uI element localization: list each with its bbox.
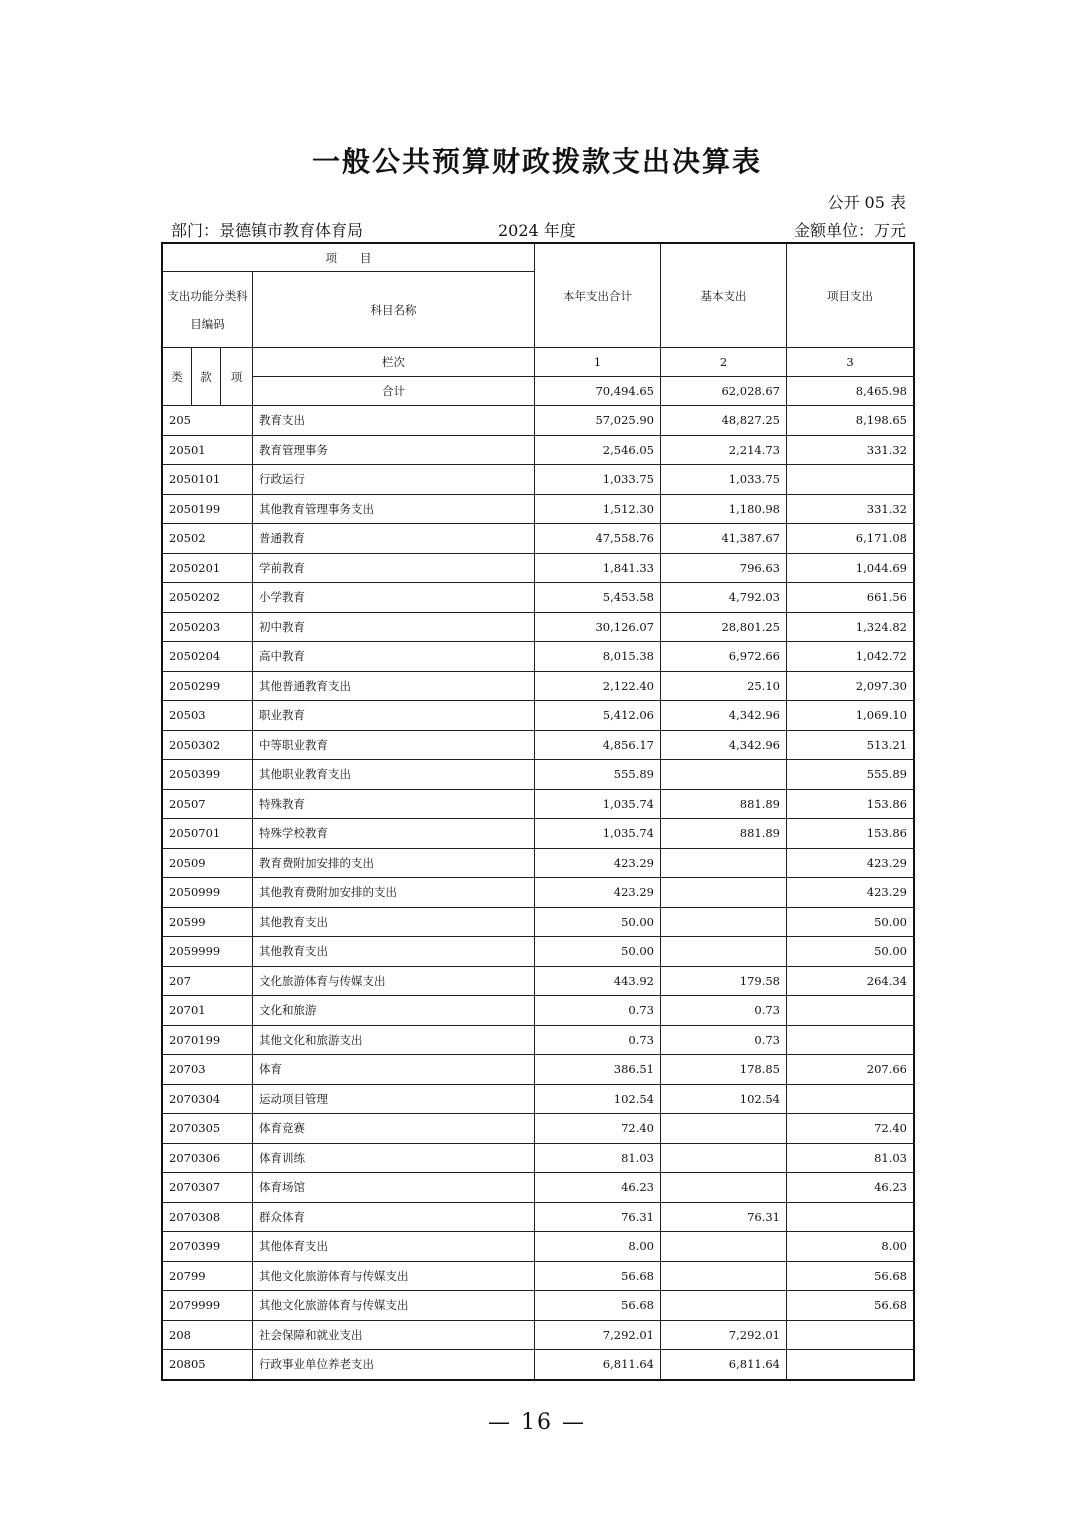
header-func-code: 支出功能分类科目编码 <box>163 272 253 348</box>
row-basic <box>661 760 787 790</box>
row-basic: 4,792.03 <box>661 583 787 613</box>
table-row <box>163 406 914 436</box>
table-row <box>163 937 914 967</box>
table-row <box>163 819 914 849</box>
row-code: 20799 <box>163 1261 253 1291</box>
row-code: 2070304 <box>163 1084 253 1114</box>
header-cat-lei: 类 <box>163 348 192 406</box>
row-basic: 6,811.64 <box>661 1350 787 1380</box>
department-label: 部门：景德镇市教育体育局 <box>171 221 364 240</box>
row-total: 102.54 <box>535 1084 661 1114</box>
row-project: 423.29 <box>787 848 914 878</box>
row-total: 2,122.40 <box>535 671 661 701</box>
row-basic: 178.85 <box>661 1055 787 1085</box>
row-total: 423.29 <box>535 848 661 878</box>
row-subject-name: 初中教育 <box>253 612 535 642</box>
table-row <box>163 1143 914 1173</box>
row-project: 423.29 <box>787 878 914 908</box>
document-title: 一般公共预算财政拨款支出决算表 <box>311 145 762 178</box>
row-code: 2070308 <box>163 1202 253 1232</box>
row-total: 50.00 <box>535 937 661 967</box>
total-row-project: 8,465.98 <box>787 377 914 406</box>
row-total: 2,546.05 <box>535 435 661 465</box>
row-project: 56.68 <box>787 1261 914 1291</box>
header-cat-xiang: 项 <box>221 348 253 406</box>
row-basic <box>661 1291 787 1321</box>
header-item: 项 目 <box>163 244 535 272</box>
header-subject-name: 科目名称 <box>253 272 535 348</box>
row-subject-name: 文化旅游体育与传媒支出 <box>253 966 535 996</box>
row-project <box>787 996 914 1026</box>
row-subject-name: 其他教育支出 <box>253 907 535 937</box>
row-basic: 6,972.66 <box>661 642 787 672</box>
row-basic: 0.73 <box>661 1025 787 1055</box>
row-subject-name: 其他普通教育支出 <box>253 671 535 701</box>
row-subject-name: 行政运行 <box>253 465 535 495</box>
row-code: 2050399 <box>163 760 253 790</box>
row-code: 2059999 <box>163 937 253 967</box>
row-project <box>787 1084 914 1114</box>
table-row <box>163 1261 914 1291</box>
row-code: 2050204 <box>163 642 253 672</box>
row-basic <box>661 1114 787 1144</box>
row-project: 1,042.72 <box>787 642 914 672</box>
row-code: 208 <box>163 1320 253 1350</box>
header-col3: 3 <box>787 348 914 377</box>
header-project: 项目支出 <box>787 244 914 348</box>
row-basic: 28,801.25 <box>661 612 787 642</box>
row-subject-name: 教育管理事务 <box>253 435 535 465</box>
row-basic: 48,827.25 <box>661 406 787 436</box>
row-subject-name: 运动项目管理 <box>253 1084 535 1114</box>
row-subject-name: 小学教育 <box>253 583 535 613</box>
row-project: 331.32 <box>787 494 914 524</box>
page-number: — 16 — <box>488 1410 586 1435</box>
table-row <box>163 583 914 613</box>
table-row <box>163 465 914 495</box>
row-project: 264.34 <box>787 966 914 996</box>
row-code: 20501 <box>163 435 253 465</box>
row-total: 6,811.64 <box>535 1350 661 1380</box>
row-project <box>787 1350 914 1380</box>
row-project: 46.23 <box>787 1173 914 1203</box>
table-row <box>163 1202 914 1232</box>
table-row <box>163 435 914 465</box>
row-code: 2079999 <box>163 1291 253 1321</box>
table-row <box>163 524 914 554</box>
table-row <box>163 1025 914 1055</box>
row-total: 30,126.07 <box>535 612 661 642</box>
table-row <box>163 1084 914 1114</box>
row-subject-name: 职业教育 <box>253 701 535 731</box>
row-code: 2050201 <box>163 553 253 583</box>
table-row <box>163 671 914 701</box>
row-basic: 25.10 <box>661 671 787 701</box>
row-subject-name: 行政事业单位养老支出 <box>253 1350 535 1380</box>
row-basic <box>661 1261 787 1291</box>
row-code: 2050203 <box>163 612 253 642</box>
row-basic <box>661 1143 787 1173</box>
row-total: 386.51 <box>535 1055 661 1085</box>
row-project: 2,097.30 <box>787 671 914 701</box>
header-cat-kuan: 款 <box>192 348 221 406</box>
row-basic <box>661 848 787 878</box>
table-row <box>163 1320 914 1350</box>
row-basic <box>661 1232 787 1262</box>
row-total: 1,841.33 <box>535 553 661 583</box>
row-total: 4,856.17 <box>535 730 661 760</box>
row-total: 47,558.76 <box>535 524 661 554</box>
table-row <box>163 494 914 524</box>
row-total: 443.92 <box>535 966 661 996</box>
row-total: 56.68 <box>535 1261 661 1291</box>
row-project <box>787 1320 914 1350</box>
row-code: 2070305 <box>163 1114 253 1144</box>
table-row <box>163 878 914 908</box>
row-total: 8,015.38 <box>535 642 661 672</box>
row-code: 20703 <box>163 1055 253 1085</box>
row-subject-name: 其他职业教育支出 <box>253 760 535 790</box>
row-subject-name: 普通教育 <box>253 524 535 554</box>
table-row <box>163 1350 914 1380</box>
row-basic: 1,180.98 <box>661 494 787 524</box>
row-basic: 179.58 <box>661 966 787 996</box>
table-row <box>163 1173 914 1203</box>
row-total: 50.00 <box>535 907 661 937</box>
row-project: 513.21 <box>787 730 914 760</box>
row-code: 2070306 <box>163 1143 253 1173</box>
row-project: 56.68 <box>787 1291 914 1321</box>
row-basic <box>661 907 787 937</box>
row-code: 20701 <box>163 996 253 1026</box>
row-project: 81.03 <box>787 1143 914 1173</box>
row-total: 56.68 <box>535 1291 661 1321</box>
row-total: 72.40 <box>535 1114 661 1144</box>
table-row <box>163 612 914 642</box>
table-row <box>163 1055 914 1085</box>
fiscal-year: 2024 年度 <box>498 221 576 240</box>
row-subject-name: 学前教育 <box>253 553 535 583</box>
row-subject-name: 高中教育 <box>253 642 535 672</box>
row-project: 1,069.10 <box>787 701 914 731</box>
row-project: 153.86 <box>787 819 914 849</box>
header-basic: 基本支出 <box>661 244 787 348</box>
row-basic: 4,342.96 <box>661 730 787 760</box>
row-subject-name: 体育竞赛 <box>253 1114 535 1144</box>
table-row <box>163 701 914 731</box>
row-subject-name: 体育场馆 <box>253 1173 535 1203</box>
row-total: 7,292.01 <box>535 1320 661 1350</box>
row-subject-name: 特殊学校教育 <box>253 819 535 849</box>
row-project: 661.56 <box>787 583 914 613</box>
row-total: 57,025.90 <box>535 406 661 436</box>
row-project: 8.00 <box>787 1232 914 1262</box>
row-basic: 41,387.67 <box>661 524 787 554</box>
table-row <box>163 642 914 672</box>
table-row <box>163 1114 914 1144</box>
row-basic: 7,292.01 <box>661 1320 787 1350</box>
row-total: 1,033.75 <box>535 465 661 495</box>
row-code: 2070307 <box>163 1173 253 1203</box>
row-subject-name: 中等职业教育 <box>253 730 535 760</box>
row-subject-name: 群众体育 <box>253 1202 535 1232</box>
row-subject-name: 其他文化和旅游支出 <box>253 1025 535 1055</box>
row-code: 2050101 <box>163 465 253 495</box>
row-total: 76.31 <box>535 1202 661 1232</box>
row-code: 2070399 <box>163 1232 253 1262</box>
table-row <box>163 730 914 760</box>
row-total: 555.89 <box>535 760 661 790</box>
table-row <box>163 966 914 996</box>
row-subject-name: 体育训练 <box>253 1143 535 1173</box>
row-total: 8.00 <box>535 1232 661 1262</box>
row-code: 205 <box>163 406 253 436</box>
row-subject-name: 特殊教育 <box>253 789 535 819</box>
row-basic: 796.63 <box>661 553 787 583</box>
row-basic: 2,214.73 <box>661 435 787 465</box>
row-subject-name: 其他体育支出 <box>253 1232 535 1262</box>
row-project: 6,171.08 <box>787 524 914 554</box>
table-row <box>163 1232 914 1262</box>
row-code: 2070199 <box>163 1025 253 1055</box>
row-project: 331.32 <box>787 435 914 465</box>
table-row <box>163 553 914 583</box>
row-total: 5,453.58 <box>535 583 661 613</box>
row-code: 20507 <box>163 789 253 819</box>
row-subject-name: 社会保障和就业支出 <box>253 1320 535 1350</box>
row-basic: 1,033.75 <box>661 465 787 495</box>
row-project: 8,198.65 <box>787 406 914 436</box>
row-subject-name: 其他文化旅游体育与传媒支出 <box>253 1261 535 1291</box>
row-subject-name: 教育费附加安排的支出 <box>253 848 535 878</box>
row-total: 5,412.06 <box>535 701 661 731</box>
row-basic: 881.89 <box>661 819 787 849</box>
row-code: 20502 <box>163 524 253 554</box>
row-subject-name: 其他教育管理事务支出 <box>253 494 535 524</box>
row-project: 153.86 <box>787 789 914 819</box>
row-total: 423.29 <box>535 878 661 908</box>
total-row-total: 70,494.65 <box>535 377 661 406</box>
header-col2: 2 <box>661 348 787 377</box>
row-basic <box>661 1173 787 1203</box>
budget-table <box>162 243 914 1380</box>
row-total: 81.03 <box>535 1143 661 1173</box>
row-code: 20503 <box>163 701 253 731</box>
row-project: 555.89 <box>787 760 914 790</box>
row-code: 20599 <box>163 907 253 937</box>
row-basic: 0.73 <box>661 996 787 1026</box>
row-code: 20509 <box>163 848 253 878</box>
row-total: 0.73 <box>535 1025 661 1055</box>
total-row-label: 合计 <box>253 377 535 406</box>
row-code: 2050199 <box>163 494 253 524</box>
row-basic <box>661 878 787 908</box>
row-code: 2050701 <box>163 819 253 849</box>
table-row <box>163 789 914 819</box>
total-row-basic: 62,028.67 <box>661 377 787 406</box>
row-subject-name: 其他文化旅游体育与传媒支出 <box>253 1291 535 1321</box>
row-project: 1,044.69 <box>787 553 914 583</box>
form-code: 公开 05 表 <box>827 193 906 212</box>
row-basic: 881.89 <box>661 789 787 819</box>
row-code: 2050299 <box>163 671 253 701</box>
header-total: 本年支出合计 <box>535 244 661 348</box>
row-project: 50.00 <box>787 907 914 937</box>
row-code: 207 <box>163 966 253 996</box>
table-row <box>163 996 914 1026</box>
row-basic: 102.54 <box>661 1084 787 1114</box>
table-row <box>163 907 914 937</box>
row-subject-name: 体育 <box>253 1055 535 1085</box>
row-code: 2050202 <box>163 583 253 613</box>
row-code: 2050999 <box>163 878 253 908</box>
row-project: 207.66 <box>787 1055 914 1085</box>
row-project: 50.00 <box>787 937 914 967</box>
table-row <box>163 760 914 790</box>
row-total: 1,035.74 <box>535 789 661 819</box>
row-project <box>787 465 914 495</box>
header-column-no: 栏次 <box>253 348 535 377</box>
row-basic: 4,342.96 <box>661 701 787 731</box>
row-subject-name: 其他教育费附加安排的支出 <box>253 878 535 908</box>
row-code: 2050302 <box>163 730 253 760</box>
row-basic: 76.31 <box>661 1202 787 1232</box>
row-total: 1,512.30 <box>535 494 661 524</box>
amount-unit: 金额单位：万元 <box>793 221 906 240</box>
row-total: 0.73 <box>535 996 661 1026</box>
row-subject-name: 教育支出 <box>253 406 535 436</box>
row-basic <box>661 937 787 967</box>
row-project <box>787 1025 914 1055</box>
row-subject-name: 其他教育支出 <box>253 937 535 967</box>
row-total: 1,035.74 <box>535 819 661 849</box>
row-total: 46.23 <box>535 1173 661 1203</box>
header-col1: 1 <box>535 348 661 377</box>
row-subject-name: 文化和旅游 <box>253 996 535 1026</box>
table-row <box>163 848 914 878</box>
table-row <box>163 1291 914 1321</box>
row-project: 72.40 <box>787 1114 914 1144</box>
row-project <box>787 1202 914 1232</box>
row-project: 1,324.82 <box>787 612 914 642</box>
row-code: 20805 <box>163 1350 253 1380</box>
